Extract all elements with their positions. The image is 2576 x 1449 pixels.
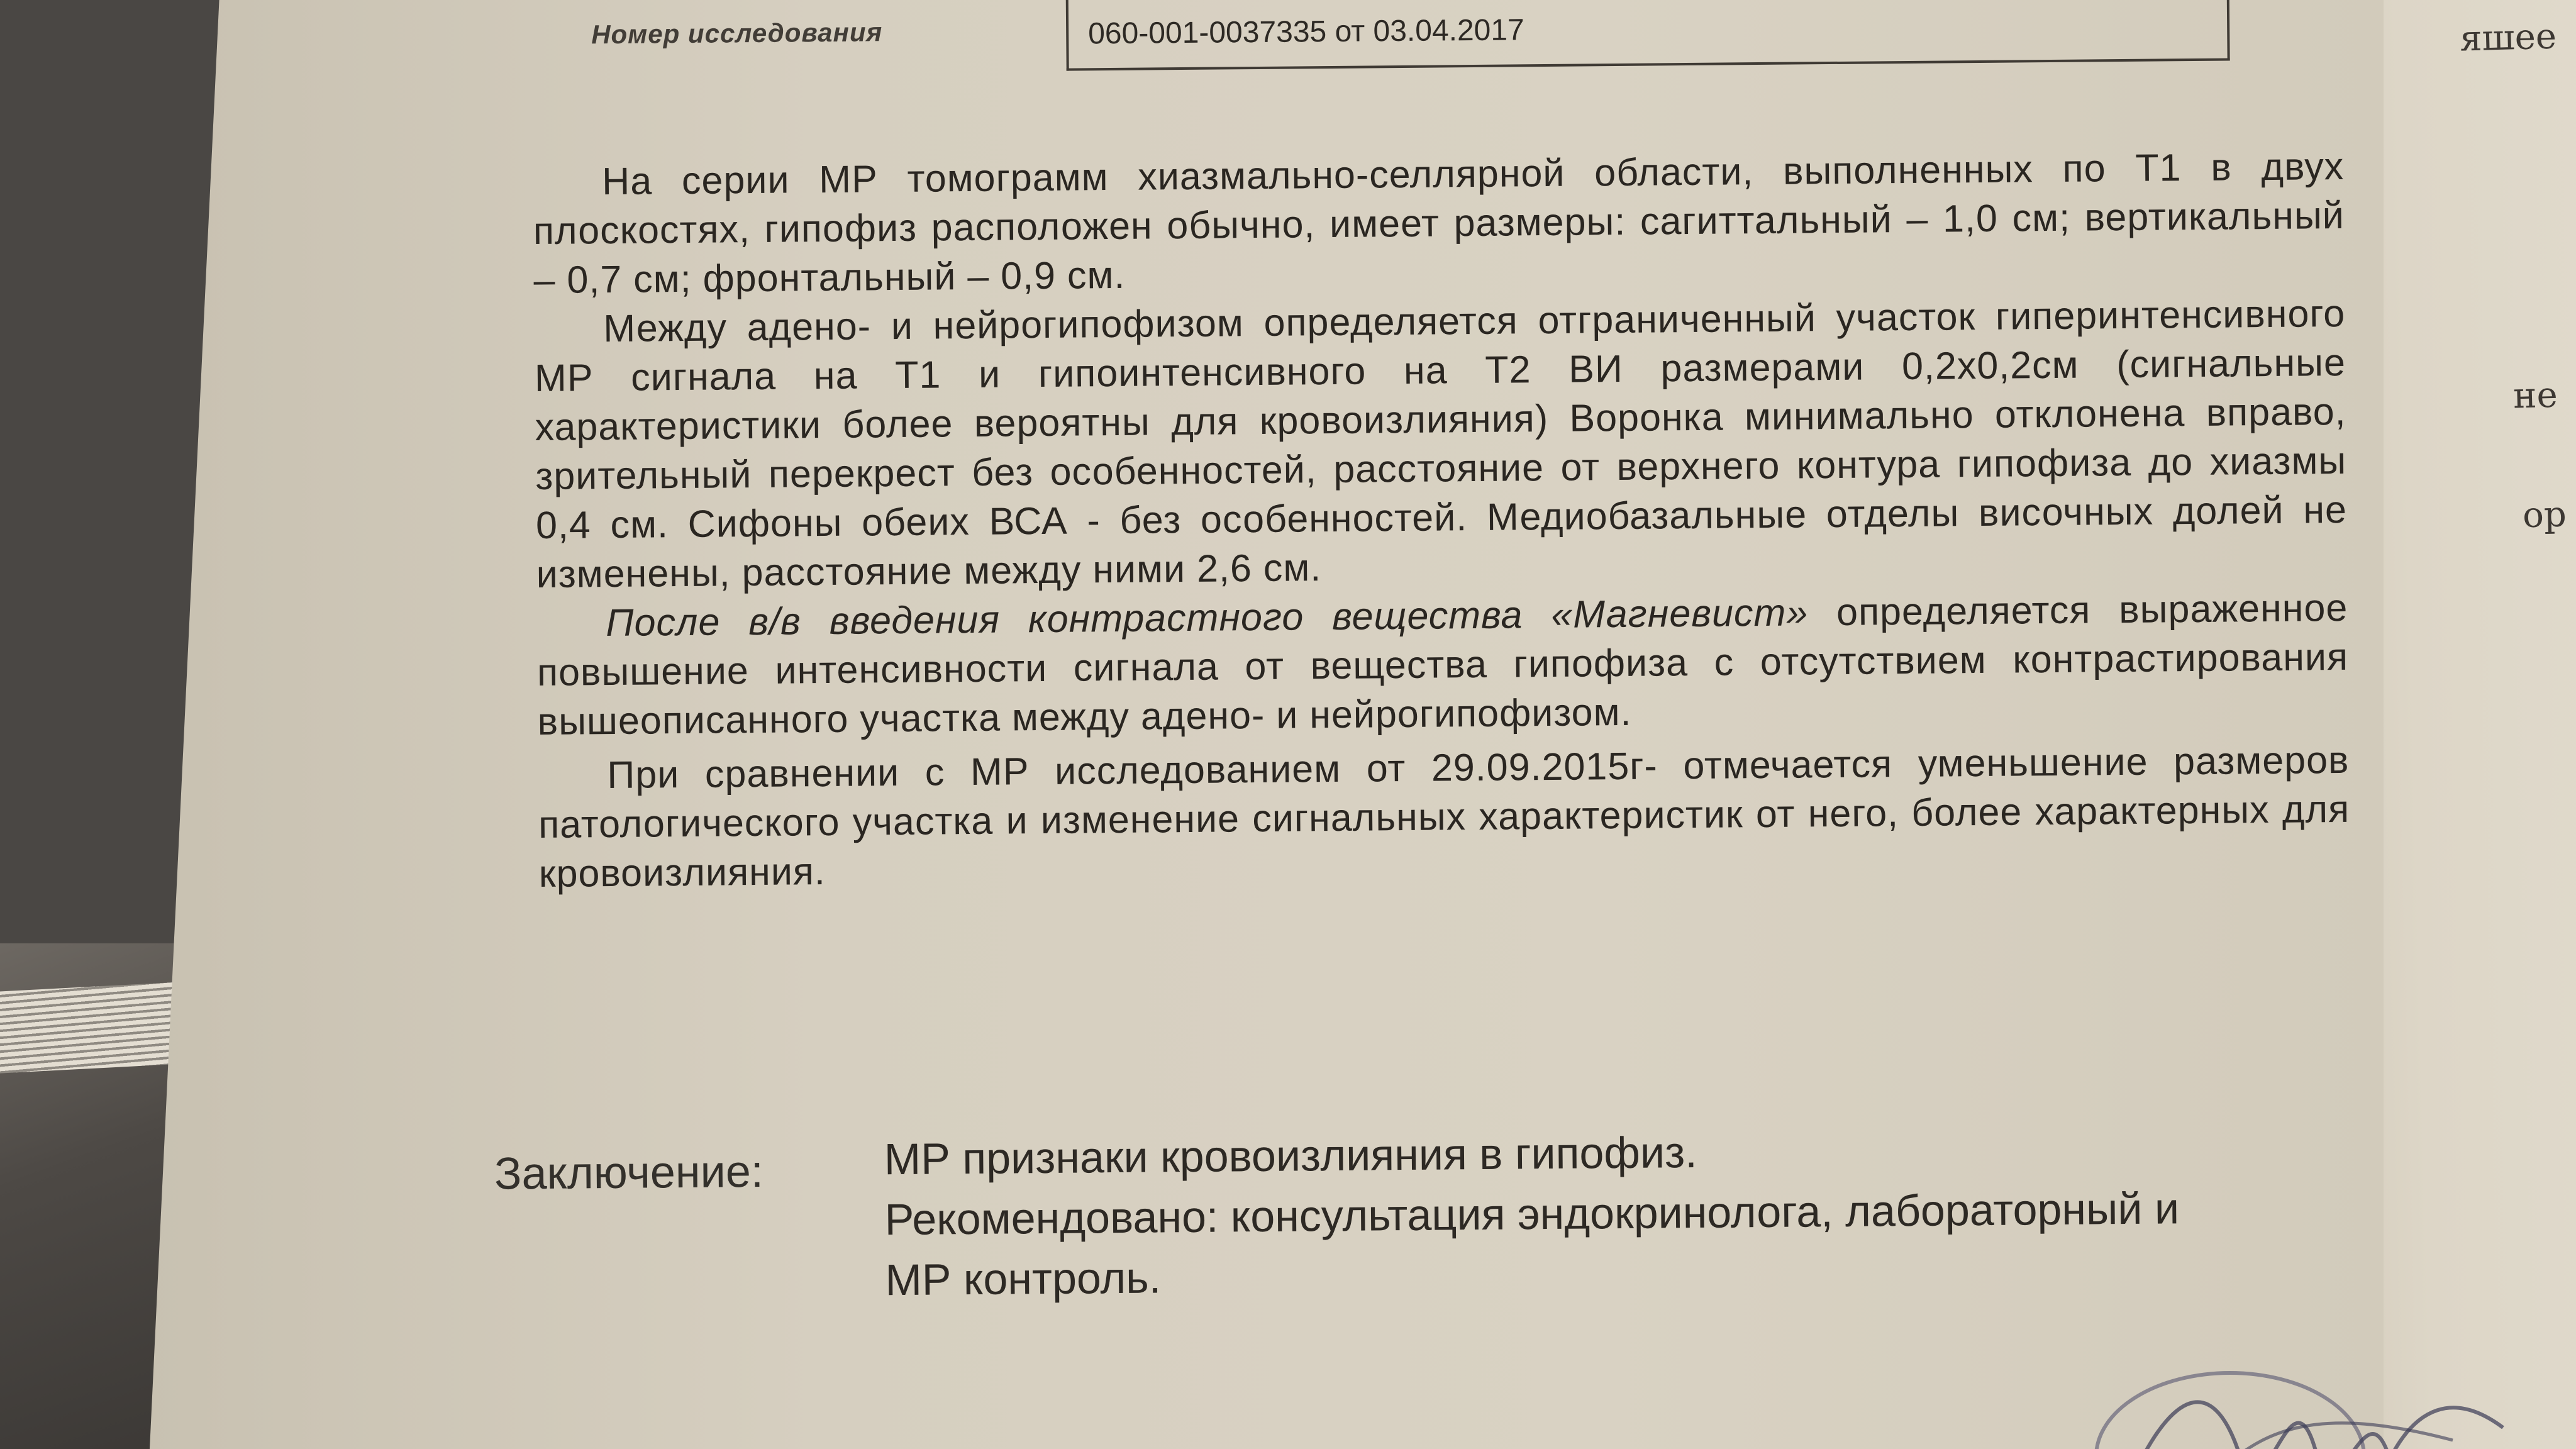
conclusion-line: Рекомендовано: консультация эндокринолога, лабораторный и	[884, 1184, 2180, 1245]
side-page-fragment: ор	[2522, 494, 2567, 536]
report-paragraph: При сравнении с МР исследованием от 29.09.2015г- отмечается уменьшение размеров патологического участка и изменение сигнальных характеристик от него, более характерных для кровоизлияния.	[538, 738, 2350, 896]
conclusion-text	[884, 1116, 2394, 1310]
study-number-value: 060-001-0037335 от 03.04.2017	[1087, 13, 1524, 51]
report-body	[533, 142, 2350, 898]
conclusion-label: Заключение:	[494, 1146, 764, 1199]
conclusion-line: МР признаки кровоизлияния в гипофиз.	[884, 1127, 1697, 1184]
report-paragraph: На серии МР томограмм хиазмально-селлярной области, выполненных по Т1 в двух плоскостях, гипофиз расположен обычно, имеет размеры: сагиттальный – 1,0 см; вертикальный – 0,7 см; фронтальный – 0,9 см.	[533, 144, 2345, 302]
report-paragraph: Между адено- и нейрогипофизом определяется отграниченный участок гиперинтенсивного МР сигнала на Т1 и гипоинтенсивного на Т2 ВИ размерами 0,2х0,2см (сигнальные характеристики более вероятны для кровоизлияния) Воронка минимально отклонена вправо, зрительный перекрест без особенностей, расстояние от верхнего контура гипофиза до хиазмы 0,4 см. Сифоны обеих ВСА - без особенностей. Медиобазальные отделы височных долей не изменены, расстояние между ними 2,6 см.	[534, 291, 2348, 596]
side-page-fragment: не	[2512, 374, 2558, 417]
contrast-note-rest: определяется выраженное повышение интенсивности сигнала от вещества гипофиза с отсутствием контрастирования вышеописанного участка между адено- и нейрогипофизом.	[536, 586, 2349, 743]
contrast-note: После в/в введения контрастного вещества «Магневист»	[606, 591, 1809, 645]
report-paragraph	[536, 583, 2349, 746]
study-number-label: Номер исследования	[591, 17, 883, 50]
conclusion-line: МР контроль.	[885, 1253, 1162, 1305]
side-page-fragment: яшее	[2459, 16, 2557, 60]
signature-mark	[2126, 1352, 2566, 1449]
